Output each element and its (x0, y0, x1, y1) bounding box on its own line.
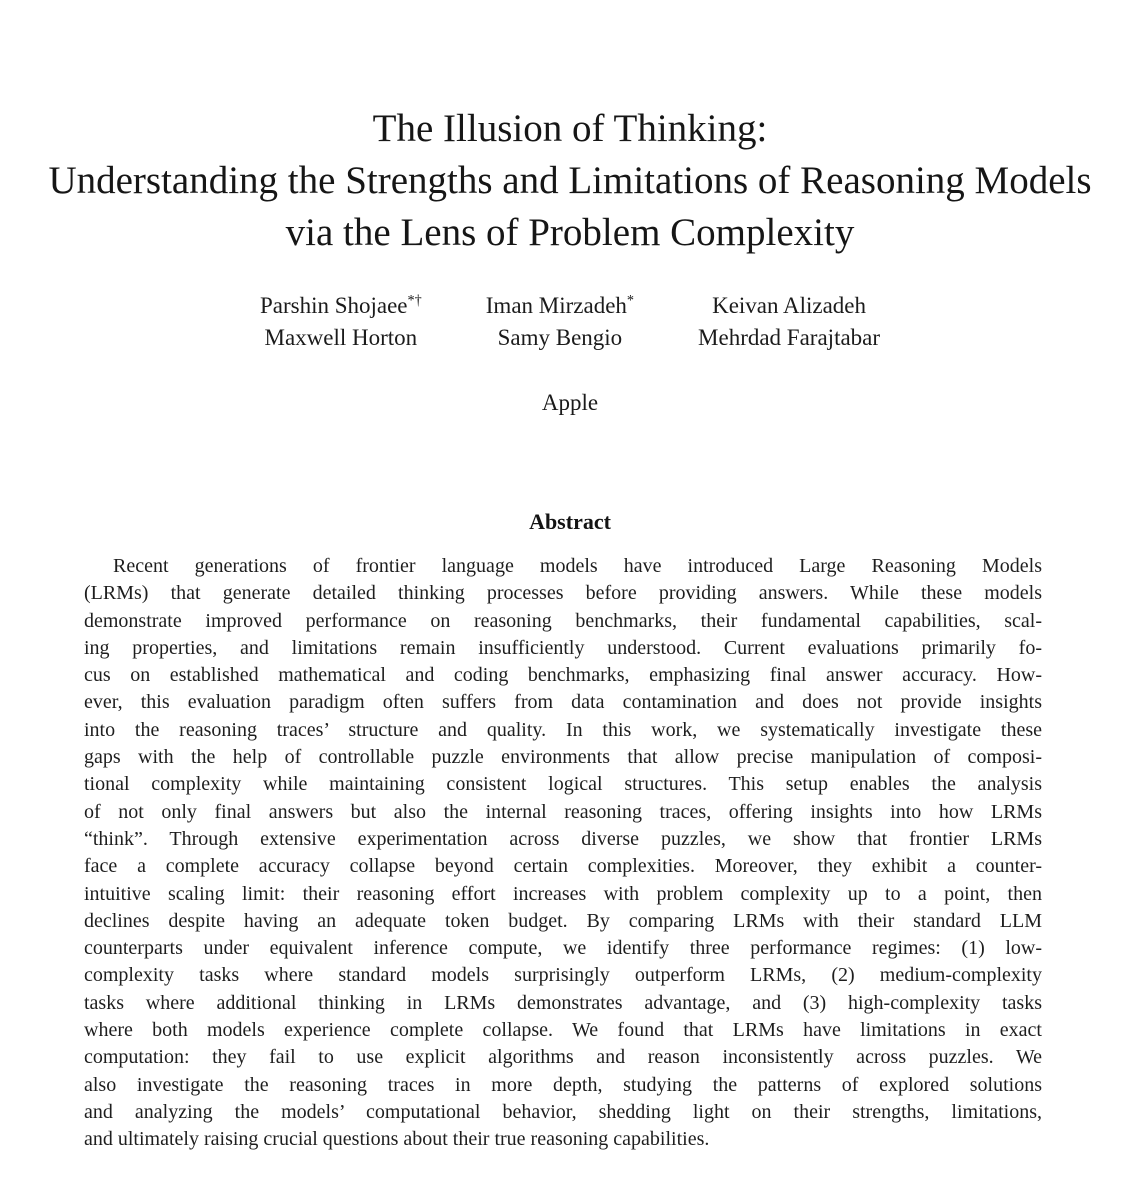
author-name (265, 324, 418, 351)
author-name (698, 324, 880, 351)
author-superscript: *† (407, 292, 422, 309)
abstract-line: ever, this evaluation paradigm often suffers from data contamination and does not provide insights (84, 691, 1042, 714)
paper-title-line: Understanding the Strengths and Limitations of Reasoning Models (48, 159, 1092, 202)
paper-title-line: The Illusion of Thinking: (372, 107, 768, 150)
abstract-line: also investigate the reasoning traces in more depth, studying the patterns of explored solutions (84, 1073, 1042, 1096)
author-name-text: Iman Mirzadeh (485, 293, 627, 318)
author-name (260, 292, 422, 319)
abstract-line: declines despite having an adequate token budget. By comparing LRMs with their standard LLM (84, 909, 1042, 932)
abstract-line: cus on established mathematical and coding benchmarks, emphasizing final answer accuracy. How- (84, 664, 1042, 687)
affiliation: Apple (541, 390, 599, 415)
paper-title-line: via the Lens of Problem Complexity (285, 211, 855, 254)
abstract-line: into the reasoning traces’ structure and quality. In this work, we systematically investigate these (84, 718, 1042, 741)
abstract-line: where both models experience complete collapse. We found that LRMs have limitations in exact (84, 1019, 1042, 1042)
abstract-line: ing properties, and limitations remain insufficiently understood. Current evaluations primarily fo- (84, 636, 1042, 659)
abstract-line: gaps with the help of controllable puzzle environments that allow precise manipulation of composi- (84, 746, 1042, 769)
author-name-text: Maxwell Horton (264, 325, 418, 350)
abstract-line: intuitive scaling limit: their reasoning effort increases with problem complexity up to a point, then (84, 882, 1042, 905)
author-name-text: Mehrdad Farajtabar (698, 325, 881, 350)
abstract-line: (LRMs) that generate detailed thinking processes before providing answers. While these models (84, 582, 1042, 605)
abstract-line: face a complete accuracy collapse beyond certain complexities. Moreover, they exhibit a counter- (84, 855, 1042, 878)
abstract-line: tasks where additional thinking in LRMs demonstrates advantage, and (3) high-complexity tasks (84, 991, 1042, 1014)
abstract-line: and ultimately raising crucial questions about their true reasoning capabilities. (84, 1128, 710, 1151)
abstract-line: counterparts under equivalent inference compute, we identify three performance regimes: (1) low- (84, 937, 1042, 960)
abstract-line: and analyzing the models’ computational behavior, shedding light on their strengths, limitations, (84, 1100, 1042, 1123)
author-name-text: Parshin Shojaee (259, 293, 408, 318)
author-name-text: Keivan Alizadeh (712, 293, 866, 318)
abstract-body (84, 553, 1042, 1154)
abstract-heading: Abstract (529, 509, 611, 534)
author-name (498, 324, 623, 351)
abstract-line: complexity tasks where standard models surprisingly outperform LRMs, (2) medium-complexity (84, 964, 1042, 987)
author-name (486, 292, 634, 319)
abstract-line: tional complexity while maintaining consistent logical structures. This setup enables the analysis (84, 773, 1042, 796)
abstract-line: of not only final answers but also the internal reasoning traces, offering insights into how LRMs (84, 800, 1042, 823)
authors-block (0, 292, 1140, 351)
author-superscript: * (626, 292, 635, 309)
author-name (712, 292, 866, 319)
abstract-line: Recent generations of frontier language models have introduced Large Reasoning Models (113, 555, 1042, 577)
author-name-text: Samy Bengio (497, 325, 623, 350)
abstract-line: demonstrate improved performance on reasoning benchmarks, their fundamental capabilities, scal- (84, 609, 1042, 632)
paper-title (0, 103, 1140, 259)
abstract-line: “think”. Through extensive experimentation across diverse puzzles, we show that frontier LRMs (84, 827, 1042, 850)
abstract-line: computation: they fail to use explicit algorithms and reason inconsistently across puzzles. We (84, 1046, 1042, 1069)
authors-grid (260, 292, 880, 351)
